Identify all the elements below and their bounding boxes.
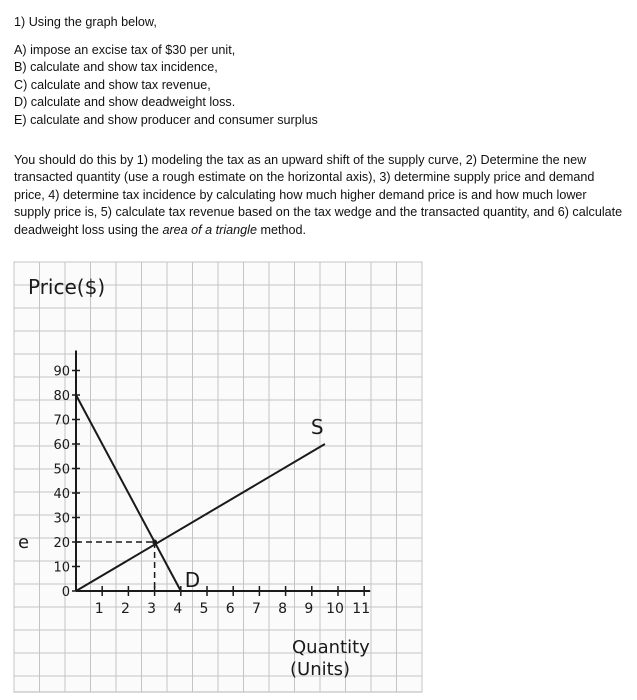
- y-tick-label-80: 80: [53, 389, 70, 404]
- x-tick-label-4: 4: [173, 601, 183, 617]
- y-tick-label-40: 40: [53, 487, 70, 502]
- equilibrium-price-label: e: [18, 532, 30, 553]
- x-tick-label-7: 7: [251, 601, 261, 617]
- question-part-a: A) impose an excise tax of $30 per unit,: [14, 42, 236, 57]
- y-tick-label-60: 60: [53, 438, 70, 453]
- x-tick-label-3: 3: [147, 601, 157, 617]
- instructions-end: method.: [256, 222, 306, 237]
- x-tick-label-6: 6: [225, 601, 235, 617]
- x-axis-label-line2: (Units): [290, 659, 351, 680]
- x-tick-label-8: 8: [278, 601, 288, 617]
- x-tick-label-11: 11: [352, 601, 371, 617]
- equilibrium-point: [152, 540, 157, 545]
- y-axis-label: Price($): [28, 275, 106, 299]
- x-tick-label-10: 10: [326, 601, 344, 617]
- y-tick-label-30: 30: [53, 511, 70, 527]
- question-title: 1) Using the graph below,: [14, 15, 157, 29]
- y-tick-label-70: 70: [53, 413, 70, 429]
- instructions-text: You should do this by 1) modeling the tax as an upward shift of the supply curve, 2) Determine the new transacted quantity (use a rough estimate on the horizontal axis), 3) determine supply price and demand price, 4) determine tax incidence by calculating how much higher demand price is and how much lower supply price is, 5) calculate tax revenue based on the tax wedge and the transacted quantity, and 6) calculate deadweight loss using the: [14, 152, 623, 237]
- question-text: [14, 14, 624, 240]
- y-tick-label-50: 50: [53, 462, 70, 478]
- question-part-c: C) calculate and show tax revenue,: [14, 77, 211, 92]
- y-tick-label-10: 10: [53, 560, 70, 576]
- y-tick-label-20: 20: [53, 536, 70, 551]
- x-tick-label-5: 5: [199, 601, 209, 617]
- question-parts: [14, 42, 624, 130]
- instructions-emphasis: area of a triangle: [162, 222, 257, 237]
- series-label-S: S: [310, 415, 324, 439]
- y-tick-label-90: 90: [53, 364, 70, 380]
- supply-demand-graph: [0, 258, 637, 700]
- x-tick-label-9: 9: [304, 601, 314, 617]
- series-label-D: D: [184, 568, 201, 592]
- question-instructions: [14, 152, 624, 240]
- x-tick-label-1: 1: [94, 601, 104, 617]
- y-tick-label-0: 0: [61, 585, 70, 600]
- question-part-e: E) calculate and show producer and consumer surplus: [14, 112, 318, 127]
- x-tick-label-2: 2: [120, 601, 130, 617]
- question-part-d: D) calculate and show deadweight loss.: [14, 95, 236, 110]
- question-part-b: B) calculate and show tax incidence,: [14, 60, 218, 75]
- x-axis-label-line1: Quantity: [292, 637, 370, 658]
